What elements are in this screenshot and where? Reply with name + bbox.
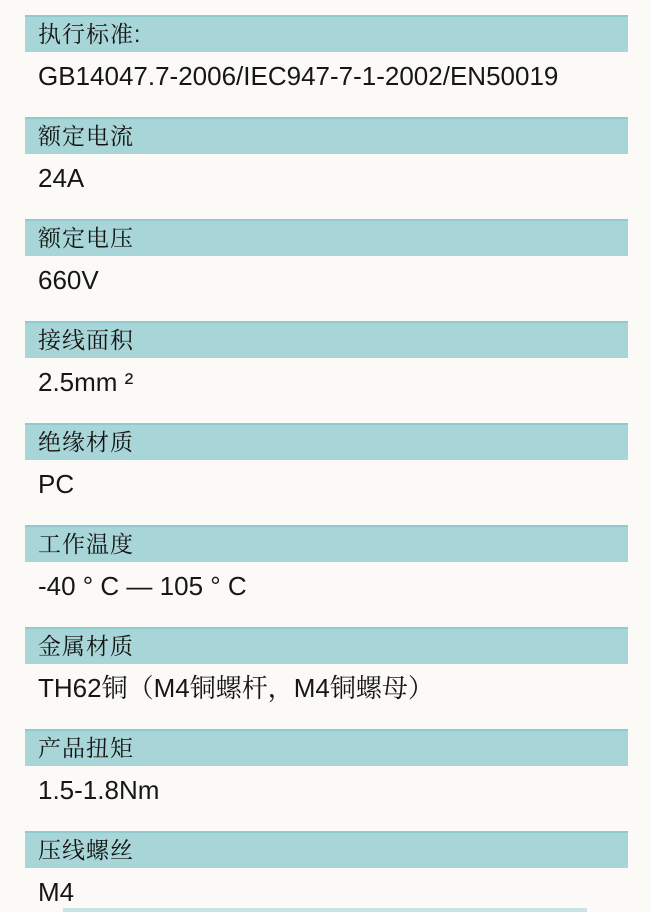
spec-label-bar bbox=[25, 321, 628, 358]
spec-label-bar bbox=[25, 729, 628, 766]
spec-value: PC bbox=[38, 469, 75, 499]
spec-section-wire-screw bbox=[25, 831, 628, 908]
spec-value: TH62铜（M4铜螺杆，M4铜螺母） bbox=[38, 673, 434, 703]
spec-section-standard bbox=[25, 15, 628, 92]
spec-value: 24A bbox=[38, 163, 85, 193]
spec-section-metal-material bbox=[25, 627, 628, 704]
spec-section-wiring-area bbox=[25, 321, 628, 398]
spec-section-product-torque bbox=[25, 729, 628, 806]
spec-value: -40 ° C — 105 ° C bbox=[38, 571, 247, 601]
spec-value: 1.5-1.8Nm bbox=[38, 775, 160, 805]
spec-label-bar bbox=[25, 117, 628, 154]
spec-value: 2.5mm ² bbox=[38, 367, 134, 397]
spec-label: 额定电流 bbox=[38, 123, 134, 149]
spec-label: 压线螺丝 bbox=[38, 837, 134, 863]
spec-label: 绝缘材质 bbox=[38, 429, 134, 455]
spec-label-bar bbox=[25, 15, 628, 52]
spec-value: 660V bbox=[38, 265, 99, 295]
spec-label: 执行标准: bbox=[38, 21, 142, 47]
spec-label-bar bbox=[25, 219, 628, 256]
spec-label-bar bbox=[25, 831, 628, 868]
spec-section-rated-current bbox=[25, 117, 628, 194]
bottom-divider-strip bbox=[63, 908, 587, 912]
spec-label: 工作温度 bbox=[38, 531, 134, 557]
spec-section-working-temperature bbox=[25, 525, 628, 602]
spec-label: 产品扭矩 bbox=[38, 735, 134, 761]
spec-value: GB14047.7-2006/IEC947-7-1-2002/EN50019 bbox=[38, 61, 559, 91]
spec-label: 接线面积 bbox=[38, 327, 134, 353]
spec-label-bar bbox=[25, 423, 628, 460]
spec-label-bar bbox=[25, 627, 628, 664]
spec-label-bar bbox=[25, 525, 628, 562]
spec-section-rated-voltage bbox=[25, 219, 628, 296]
spec-section-insulation-material bbox=[25, 423, 628, 500]
spec-value: M4 bbox=[38, 877, 75, 907]
spec-label: 金属材质 bbox=[38, 633, 134, 659]
spec-label: 额定电压 bbox=[38, 225, 134, 251]
